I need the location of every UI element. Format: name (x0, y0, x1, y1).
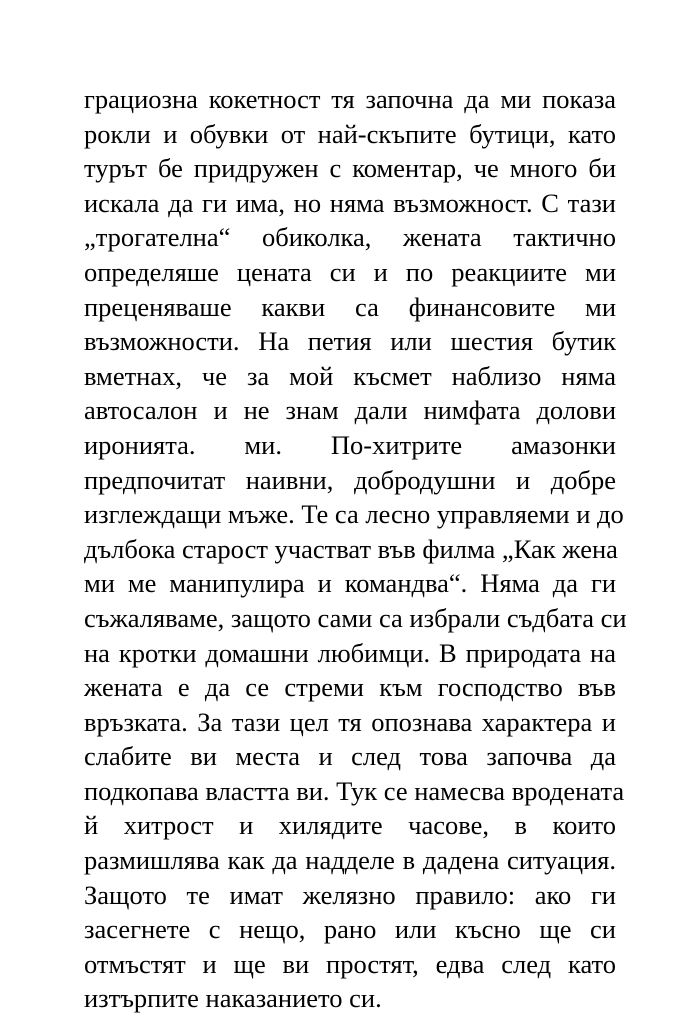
text-line: изтърпите наказанието си. (84, 983, 382, 1014)
text-line: преценяваше какви са финансовите ми (84, 291, 616, 322)
text-line: дълбока старост участват във филма „Как жена (84, 533, 618, 564)
text-line: подкопава властта ви. Тук се намесва вродената (84, 775, 625, 806)
text-line: „трогателна“ обиколка, жената тактично (84, 222, 616, 253)
text-line: връзката. За тази цел тя опознава характера и (84, 706, 616, 737)
text-line: съжаляваме, защото сами са избрали съдбата си (84, 602, 627, 633)
text-line: слабите ви места и след това започва да (84, 741, 616, 772)
text-line: възможности. На петия или шестия бутик (84, 326, 616, 357)
text-line: й хитрост и хилядите часове, в които (84, 810, 616, 841)
text-line: Защото те имат желязно правило: ако ги (84, 879, 616, 910)
text-line: рокли и обувки от най-скъпите бутици, като (84, 118, 616, 149)
text-line: изглеждащи мъже. Те са лесно управляеми и до (84, 499, 624, 530)
text-line: иронията. ми. По-хитрите амазонки (84, 429, 616, 460)
text-line: жената е да се стреми към господство във (84, 672, 616, 703)
text-line: турът бе придружен с коментар, че много би (84, 153, 616, 184)
body-paragraph (84, 82, 627, 1016)
text-line: засегнете с нещо, рано или късно ще си (84, 914, 616, 945)
text-line: искала да ги има, но няма възможност. С тази (84, 187, 616, 218)
text-line: ми ме манипулира и командва“. Няма да ги (84, 568, 616, 599)
text-line: автосалон и не знам дали нимфата долови (84, 395, 616, 426)
text-line: определяше цената си и по реакциите ми (84, 256, 616, 287)
text-line: отмъстят и ще ви простят, едва след като (84, 948, 616, 979)
text-line: размишлява как да надделе в дадена ситуация. (84, 845, 616, 876)
text-line: грациозна кокетност тя започна да ми показа (84, 84, 616, 114)
text-line: предпочитат наивни, добродушни и добре (84, 464, 616, 495)
text-line: вметнах, че за мой късмет наблизо няма (84, 360, 616, 391)
text-line: на кротки домашни любимци. В природата на (84, 637, 616, 668)
